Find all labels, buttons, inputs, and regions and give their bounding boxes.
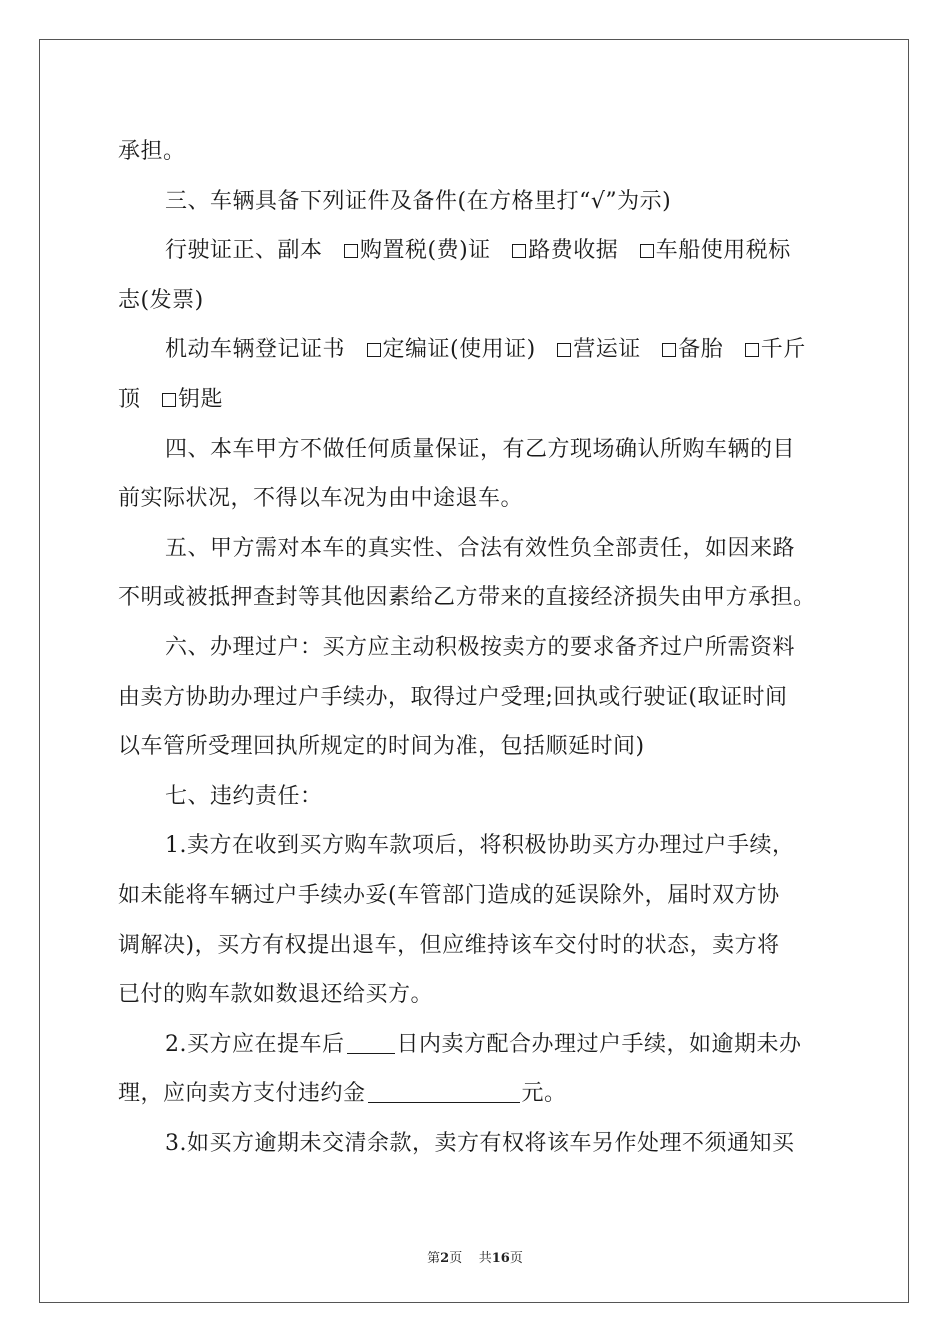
page-footer bbox=[0, 1247, 950, 1266]
clause-text: 元。 bbox=[521, 1081, 567, 1107]
checklist-item: 车船使用税标 bbox=[655, 238, 791, 264]
checkbox[interactable] bbox=[162, 393, 176, 407]
blank-days-field[interactable] bbox=[347, 1033, 395, 1054]
clause-text: 2.买方应在提车后 bbox=[165, 1031, 345, 1057]
checklist-item: 营运证 bbox=[573, 337, 641, 363]
checklist-row bbox=[118, 325, 834, 375]
checkbox[interactable] bbox=[344, 244, 358, 258]
blank-penalty-field[interactable] bbox=[368, 1082, 520, 1103]
paragraph-line: 1.卖方在收到买方购车款项后，将积极协助买方办理过户手续， bbox=[165, 833, 795, 859]
document-body bbox=[118, 127, 834, 1168]
checklist-row bbox=[118, 375, 834, 425]
checklist-lead: 机动车辆登记证书 bbox=[165, 337, 346, 363]
paragraph-line: 已付的购车款如数退还给买方。 bbox=[118, 982, 434, 1008]
page-total: 16 bbox=[491, 1251, 510, 1266]
checklist-item: 钥匙 bbox=[178, 386, 224, 412]
footer-text: 页 共 bbox=[449, 1251, 492, 1266]
checklist-item: 定编证(使用证) bbox=[382, 337, 536, 363]
footer-text: 页 bbox=[509, 1251, 523, 1266]
paragraph-line: 如未能将车辆过户手续办妥(车管部门造成的延误除外，届时双方协 bbox=[118, 882, 780, 908]
paragraph-line: 调解决)，买方有权提出退车，但应维持该车交付时的状态，卖方将 bbox=[118, 932, 780, 958]
checklist-item: 千斤 bbox=[760, 337, 806, 363]
paragraph-line: 由卖方协助办理过户手续办，取得过户受理;回执或行驶证(取证时间 bbox=[118, 684, 788, 710]
text-line: 志(发票) bbox=[118, 287, 204, 313]
section-heading: 三、车辆具备下列证件及备件(在方格里打“√”为示) bbox=[165, 188, 672, 214]
checkbox[interactable] bbox=[557, 343, 571, 357]
checklist-item: 备胎 bbox=[678, 337, 724, 363]
clause-line bbox=[118, 1020, 834, 1070]
paragraph-line: 以车管所受理回执所规定的时间为准，包括顺延时间) bbox=[118, 734, 645, 760]
checkbox[interactable] bbox=[662, 343, 676, 357]
checklist-row bbox=[118, 226, 834, 276]
checkbox[interactable] bbox=[745, 343, 759, 357]
paragraph-line: 前实际状况，不得以车况为由中途退车。 bbox=[118, 486, 524, 512]
text-line: 承担。 bbox=[118, 139, 186, 164]
footer-text: 第 bbox=[427, 1251, 441, 1266]
checkbox[interactable] bbox=[367, 343, 381, 357]
checklist-item: 路费收据 bbox=[528, 238, 619, 264]
text-fragment: 顶 bbox=[118, 386, 141, 412]
clause-text: 理，应向卖方支付违约金 bbox=[118, 1081, 366, 1107]
paragraph-line: 不明或被抵押查封等其他因素给乙方带来的直接经济损失由甲方承担。 bbox=[118, 585, 816, 611]
checklist-item: 购置税(费)证 bbox=[360, 238, 491, 264]
paragraph-line: 3.如买方逾期未交清余款，卖方有权将该车另作处理不须通知买 bbox=[165, 1130, 795, 1156]
paragraph-line: 四、本车甲方不做任何质量保证，有乙方现场确认所购车辆的目 bbox=[165, 436, 796, 462]
section-heading: 七、违约责任： bbox=[165, 783, 323, 809]
checkbox[interactable] bbox=[640, 244, 654, 258]
checklist-lead: 行驶证正、副本 bbox=[165, 238, 323, 264]
paragraph-line: 六、办理过户：买方应主动积极按卖方的要求备齐过户所需资料 bbox=[165, 634, 796, 660]
clause-text: 日内卖方配合办理过户手续，如逾期未办 bbox=[396, 1031, 802, 1057]
clause-line bbox=[118, 1069, 834, 1119]
paragraph-line: 五、甲方需对本车的真实性、合法有效性负全部责任，如因来路 bbox=[165, 535, 796, 561]
checkbox[interactable] bbox=[512, 244, 526, 258]
page-number: 2 bbox=[440, 1251, 450, 1266]
